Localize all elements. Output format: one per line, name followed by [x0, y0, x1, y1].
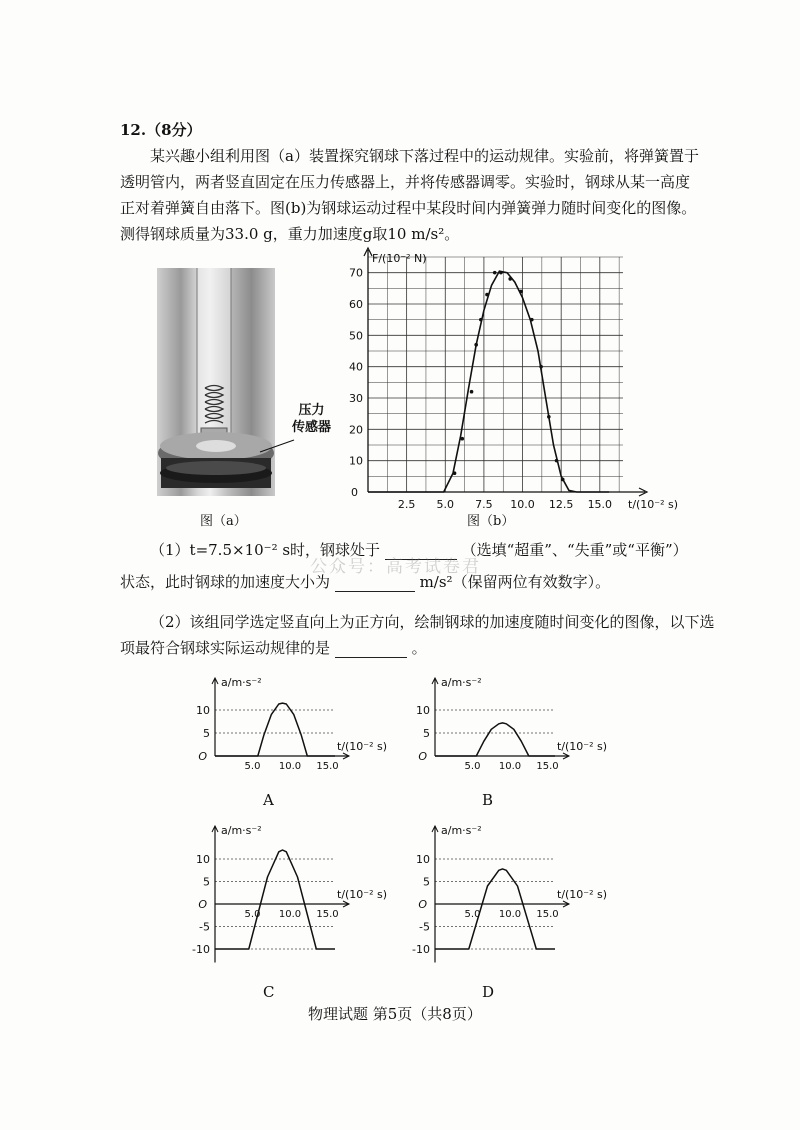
y-tick-label: -10 [412, 943, 430, 956]
origin-label: O [418, 750, 427, 763]
sub1-line2-text-b: m/s²（保留两位有效数字）。 [419, 573, 611, 591]
acceleration-curve [435, 723, 555, 756]
watermark: 公众号：高考试卷君 [310, 557, 481, 577]
sensor-pointer [258, 438, 298, 458]
data-point [493, 271, 497, 275]
y-axis-label: F/(10⁻² N) [372, 252, 427, 265]
x-tick-label: 7.5 [475, 498, 493, 511]
data-point [508, 277, 512, 281]
y-axis-label: a/m·s⁻² [221, 676, 262, 689]
y-tick-label: 70 [349, 266, 363, 280]
option-a-label: A [263, 791, 274, 809]
x-axis-label: t/(10⁻² s) [337, 888, 388, 901]
force-time-chart [330, 240, 679, 511]
y-axis-label: a/m·s⁻² [441, 824, 482, 837]
y-tick-label: -10 [192, 943, 210, 956]
x-tick-label: 15.0 [316, 909, 339, 920]
y-tick-label: 5 [203, 875, 210, 889]
caption-b: 图（b） [467, 514, 515, 529]
y-tick-label: 10 [196, 853, 210, 866]
data-point [460, 437, 464, 441]
data-point [530, 318, 534, 322]
acceleration-curve [215, 703, 335, 756]
sensor-label-line1: 压力 [298, 403, 325, 418]
y-tick-label: -5 [199, 920, 210, 934]
answer-blank-option[interactable] [335, 641, 407, 658]
y-tick-label: 5 [203, 727, 210, 740]
question-number: 12.（8分） [120, 121, 202, 139]
data-point [453, 471, 457, 475]
y-tick-label: 40 [349, 360, 363, 374]
x-tick-label: 15.0 [536, 761, 559, 772]
intro-line-4: 测得钢球质量为33.0 g，重力加速度g取10 m/s²。 [120, 225, 460, 243]
sub1-line1-text-a: （1）t=7.5×10⁻² s时，钢球处于 [150, 541, 381, 559]
data-point [499, 271, 503, 275]
option-b-label: B [482, 791, 494, 809]
option-d-label: D [482, 983, 495, 1001]
intro-line-2: 透明管内，两者竖直固定在压力传感器上，并将传感器调零。实验时，钢球从某一高度 [120, 173, 691, 191]
x-tick-label: 10.0 [498, 761, 522, 772]
x-axis-label: t/(10⁻² s) [557, 888, 608, 901]
y-tick-label: 60 [349, 298, 363, 311]
acceleration-curve [215, 850, 335, 949]
x-tick-label: 5.0 [464, 909, 481, 920]
apparatus-photo [157, 268, 275, 496]
sub1-line1-text-b: （选填“超重”、“失重”或“平衡”） [461, 541, 688, 559]
y-tick-label: 10 [349, 454, 363, 468]
data-point [539, 365, 543, 369]
y-tick-label: -5 [419, 920, 430, 934]
sub2-line2-period: 。 [411, 639, 427, 657]
x-tick-label: 10.0 [278, 761, 302, 772]
caption-a: 图（a） [200, 514, 247, 529]
sub2-line2 [120, 638, 427, 658]
y-tick-label: 5 [423, 727, 430, 740]
x-tick-label: 10.0 [510, 498, 535, 511]
sensor-label-line2: 传感器 [292, 420, 332, 435]
x-tick-label: 5.0 [244, 761, 261, 772]
x-tick-label: 5.0 [436, 498, 455, 511]
x-tick-label: 10.0 [498, 909, 522, 920]
origin-label: O [198, 898, 207, 911]
option-b-chart[interactable] [405, 670, 608, 790]
y-tick-label: 10 [416, 704, 430, 717]
sub2-line2-text: 项最符合钢球实际运动规律的是 [120, 639, 331, 657]
x-tick-label: 10.0 [278, 909, 302, 920]
data-point [474, 343, 478, 347]
data-point [519, 290, 523, 294]
data-point [547, 415, 551, 419]
x-tick-label: 12.5 [548, 498, 574, 511]
option-a-chart[interactable] [185, 670, 388, 790]
y-tick-label: 10 [196, 704, 210, 717]
option-d-chart[interactable] [405, 818, 608, 968]
data-point [555, 459, 559, 463]
x-tick-label: 5.0 [464, 761, 481, 772]
intro-line-3: 正对着弹簧自由落下。图(b)为钢球运动过程中某段时间内弹簧弹力随时间变化的图像。 [120, 199, 697, 217]
y-tick-label: 20 [349, 423, 363, 437]
sub1-line2-text-a: 状态，此时钢球的加速度大小为 [120, 573, 331, 591]
y-tick-label: 5 [423, 875, 430, 889]
data-point [479, 318, 483, 322]
x-tick-label: 15.0 [536, 909, 559, 920]
data-point [470, 390, 474, 394]
x-tick-label: 15.0 [316, 761, 339, 772]
data-point [485, 293, 489, 297]
x-tick-label: 5.0 [244, 909, 261, 920]
y-tick-label: 50 [349, 329, 363, 343]
x-tick-label: 2.5 [397, 498, 416, 511]
sensor-label [292, 402, 331, 436]
x-tick-label: 15.0 [587, 498, 613, 511]
origin-label: O [418, 898, 427, 911]
y-axis-label: a/m·s⁻² [441, 676, 482, 689]
y-axis-label: a/m·s⁻² [221, 824, 262, 837]
origin-label: O [198, 750, 207, 763]
option-c-label: C [263, 983, 275, 1001]
x-axis-label: t/(10⁻² s) [337, 740, 388, 753]
data-point [561, 478, 565, 482]
answer-blank-acceleration[interactable] [335, 575, 415, 592]
intro-line-1: 某兴趣小组利用图（a）装置探究钢球下落过程中的运动规律。实验前，将弹簧置于 [150, 147, 699, 165]
x-axis-label: t/(10⁻² s) [628, 498, 679, 511]
y-tick-label: 10 [416, 853, 430, 866]
sub2-line1: （2）该组同学选定竖直向上为正方向，绘制钢球的加速度随时间变化的图像，以下选 [150, 613, 715, 631]
x-axis-label: t/(10⁻² s) [557, 740, 608, 753]
option-c-chart[interactable] [185, 818, 388, 968]
y-tick-label: 30 [349, 392, 363, 405]
origin-label: 0 [351, 486, 358, 499]
page-footer: 物理试题 第5页（共8页） [308, 1005, 482, 1023]
